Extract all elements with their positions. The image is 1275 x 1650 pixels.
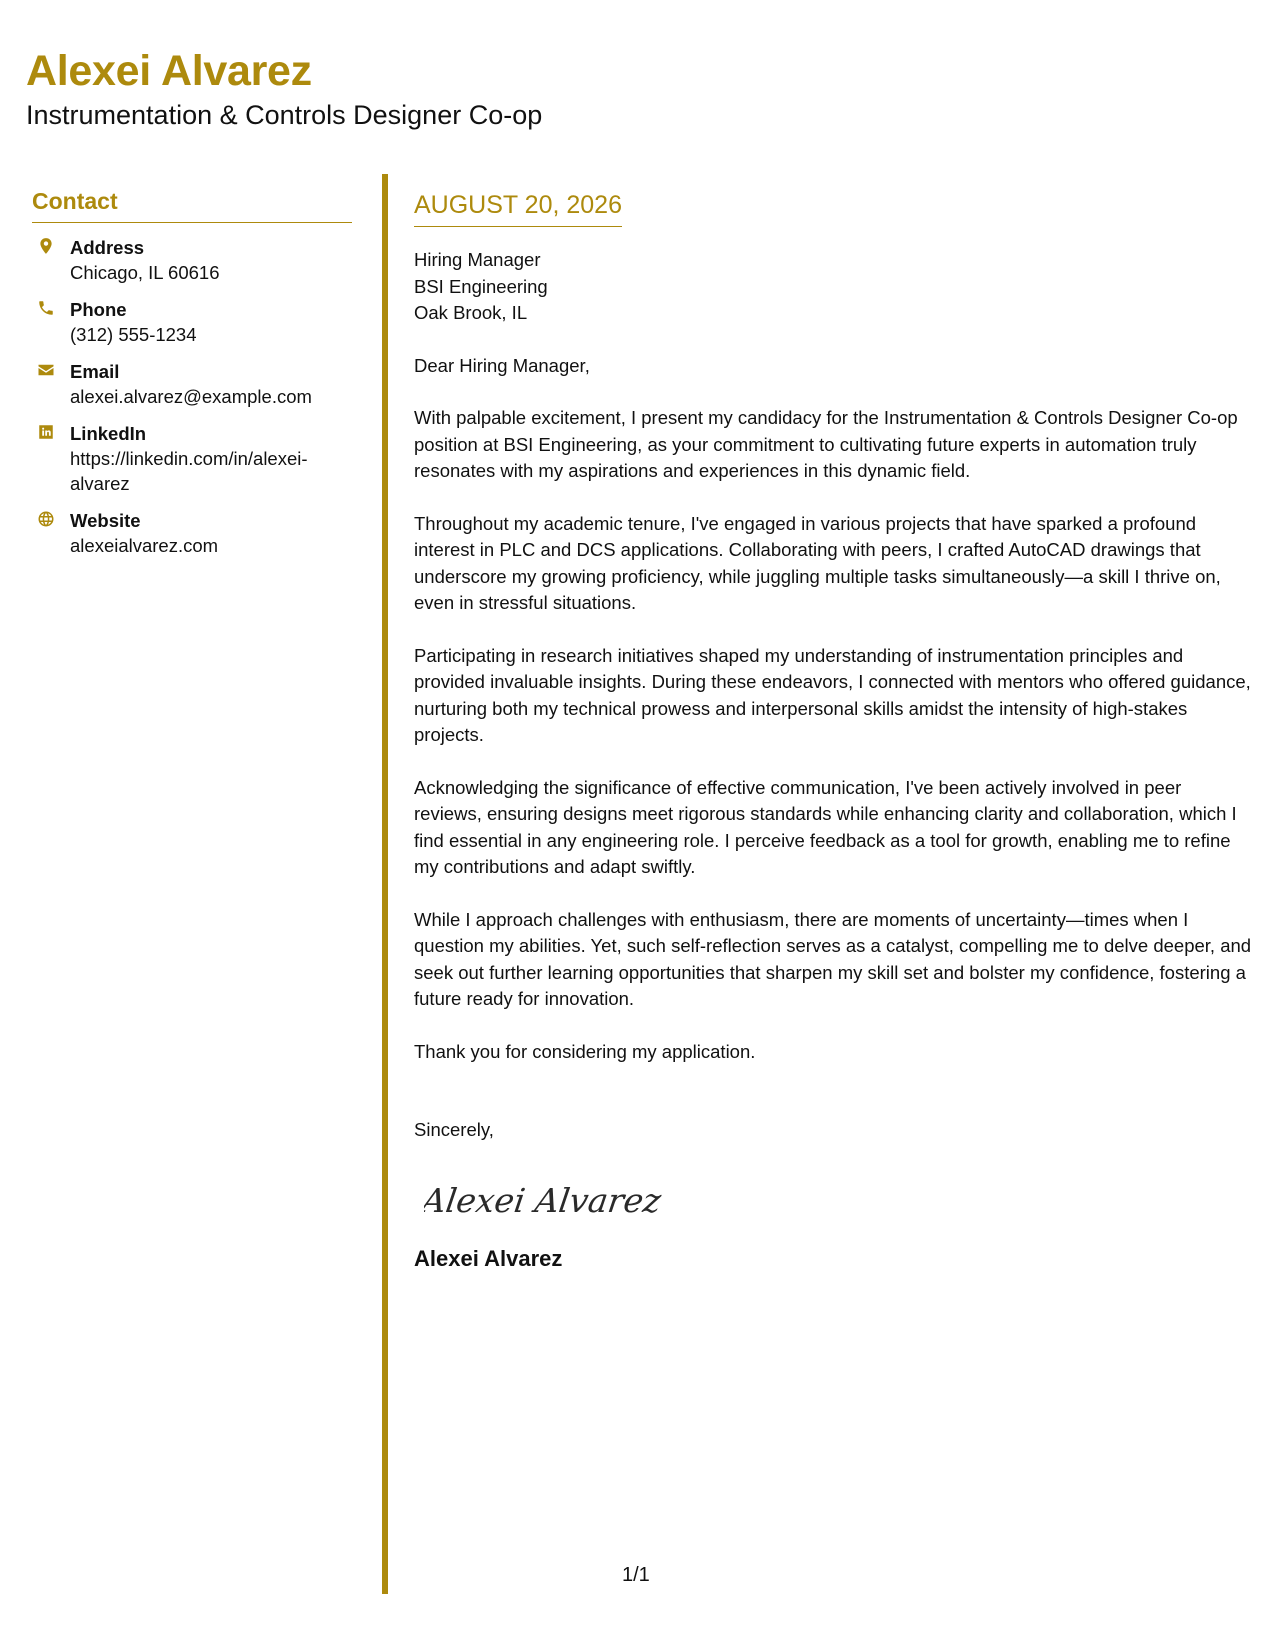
letter-paragraph: Throughout my academic tenure, I've engaged in various projects that have sparked a profound interest in PLC and DCS applications. Collaborating with peers, I crafted AutoCAD drawings that underscore my growing proficiency, while juggling multiple tasks simultaneously—a skill I thrive on, even in stressful situations.: [414, 512, 1221, 613]
email-label: Email: [70, 360, 120, 382]
applicant-name: Alexei Alvarez: [26, 47, 312, 95]
website-label: Website: [70, 509, 141, 531]
contact-sidebar: [32, 188, 352, 570]
letter-paragraph: Participating in research initiatives shaped my understanding of instrumentation principles and provided invaluable insights. During these endeavors, I connected with mentors who offered guidance, nurturing both my technical prowess and interpersonal skills amidst the intensity of high-stakes projects.: [414, 644, 1251, 745]
page-number: 1/1: [622, 1564, 650, 1586]
contact-item-website: [32, 508, 352, 558]
letter-paragraph: While I approach challenges with enthusiasm, there are moments of uncertainty—times when I question my abilities. Yet, such self-reflection serves as a catalyst, compelling me to delve deeper, and seek out further learning opportunities that sharpen my skill set and bolster my confidence, fostering a future ready for innovation.: [414, 908, 1252, 1009]
envelope-icon: [36, 359, 56, 381]
thank-you-line: Thank you for considering my application.: [414, 1040, 756, 1062]
phone-icon: [36, 297, 56, 319]
contact-item-address: [32, 235, 352, 285]
column-divider: [382, 174, 388, 1594]
linkedin-label: LinkedIn: [70, 422, 147, 444]
letter-date: AUGUST 20, 2026: [414, 190, 622, 227]
letter-paragraph: Acknowledging the significance of effective communication, I've been actively involved in peer reviews, ensuring designs meet rigorous standards while enhancing clarity and collaboration, which I find essential in any engineering role. I perceive feedback as a tool for growth, enabling me to refine my contributions and adapt swiftly.: [414, 776, 1237, 877]
contact-item-email: [32, 359, 352, 409]
address-label: Address: [70, 236, 145, 258]
handwritten-signature: [424, 1174, 1254, 1226]
linkedin-value[interactable]: https://linkedin.com/in/alexei-alvarez: [70, 447, 308, 494]
address-value: Chicago, IL 60616: [70, 261, 220, 283]
letter-body: [414, 190, 1254, 1272]
applicant-job-title: Instrumentation & Controls Designer Co-op: [26, 100, 543, 130]
website-value[interactable]: alexeialvarez.com: [70, 534, 219, 556]
contact-item-phone: [32, 297, 352, 347]
contact-item-linkedin: [32, 421, 352, 496]
closing-word: Sincerely,: [414, 1119, 494, 1140]
salutation: Dear Hiring Manager,: [414, 354, 590, 376]
letter-paragraph: With palpable excitement, I present my candidacy for the Instrumentation & Controls Designer Co-op position at BSI Engineering, as your commitment to cultivating future experts in automation truly resonates with my aspirations and experiences in this dynamic field.: [414, 407, 1238, 481]
recipient-block: [414, 247, 1254, 327]
recipient-line: Hiring Manager: [414, 249, 541, 270]
email-value[interactable]: alexei.alvarez@example.com: [70, 385, 312, 407]
recipient-line: Oak Brook, IL: [414, 302, 528, 323]
linkedin-icon: [36, 421, 56, 443]
signature-text: Alexei Alvarez: [424, 1180, 664, 1220]
contact-heading: Contact: [32, 188, 352, 223]
phone-label: Phone: [70, 298, 127, 320]
map-pin-icon: [36, 235, 56, 257]
signer-name: Alexei Alvarez: [414, 1245, 563, 1271]
phone-value[interactable]: (312) 555-1234: [70, 323, 197, 345]
recipient-line: BSI Engineering: [414, 275, 548, 297]
globe-icon: [36, 508, 56, 530]
